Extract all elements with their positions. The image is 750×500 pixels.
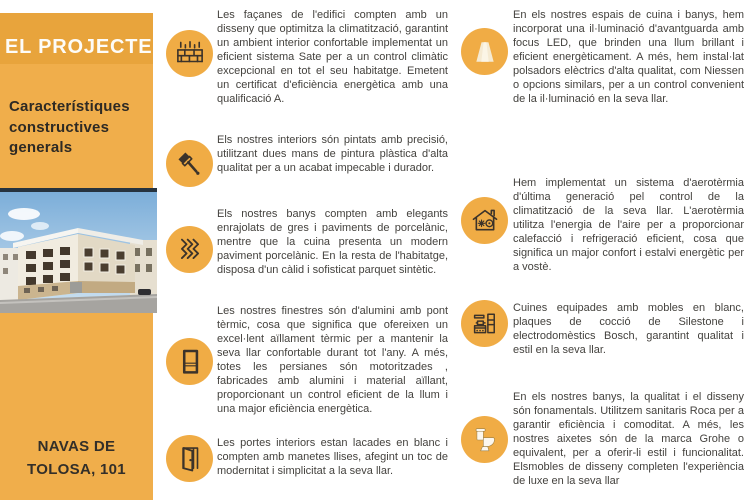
lamp-light-icon	[461, 28, 508, 75]
paintbrush-icon	[166, 140, 213, 187]
feature-text-facade: Les façanes de l'edifici compten amb un disseny que optimitza la climatització, garantint un ambient interior confortable implementat un eficient sistema Sate per a un control climàtic excepcional en tot el seu habitatge. Emetent un certificat d'eficiència energètica amb una qualificació A.	[217, 9, 448, 105]
parquet-pattern-icon	[166, 226, 213, 273]
section-subtitle: Característiques constructives generals	[9, 98, 130, 157]
feature-text-bathroom: En els nostres banys, la qualitat i el disseny són fonamentals. Utilitzem sanitaris Roca per a garantir eficiència i comoditat. A més, les nostres aixetes són de la marca Grohe o equivalent, per a oferir-li estil i funcionalitat. Elsmobles de disseny completen l'experiència de luxe en la seva llar	[513, 391, 744, 487]
feature-text-flooring: Els nostres banys compten amb elegants enrajolats de gres i paviments de porcelànic, mentre que la cuina presenta un modern paviment porcelànic. En la resta de l'habitatge, disposa d'un càlid i sofisticat parquet sintètic.	[217, 208, 448, 276]
subtitle-block	[0, 64, 153, 188]
project-title-block	[0, 13, 153, 64]
aerothermal-house-icon	[461, 197, 508, 244]
feature-text-lighting: En els nostres espais de cuina i banys, hem incorporat una il·luminació d'avantguarda amb focus LED, que brinden una llum brillant i eficient energèticament. A més, hem instal·lat polsadors elèctrics d'alta qualitat, com Niessen o opcions similars, per a un control convenient de la il·luminació en la seva llar.	[513, 9, 744, 105]
building-photo-illustration	[0, 188, 157, 313]
brick-wall-icon	[166, 30, 213, 77]
feature-text-kitchen: Cuines equipades amb mobles en blanc, plaques de cocció de Silestone i electrodomèstics Bosch, garantint qualitat i estil en la seva llar.	[513, 302, 744, 356]
address-block	[0, 313, 153, 500]
sidebar	[0, 0, 157, 500]
feature-text-doors: Les portes interiors estan lacades en blanc i compten amb manetes llises, afegint un toc de modernitat i simplicitat a la seva llar.	[217, 437, 448, 477]
door-icon	[166, 435, 213, 482]
feature-text-aerothermal: Hem implementat un sistema d'aerotèrmia d'última generació pel control de la climatització de la seva llar. L'aerotèrmia utilitza l'energia de l'aire per a proporcionar calefacció i refrigeració eficient, cosa que significa un major confort i estalvi energètic per a vostè.	[513, 177, 744, 273]
feature-text-paint: Els nostres interiors són pintats amb precisió, utilitzant dues mans de pintura plàstica d'alta qualitat per a un acabat impecable i durador.	[217, 134, 448, 174]
page-title: EL PROJECTE	[5, 36, 153, 58]
toilet-icon	[461, 416, 508, 463]
address: NAVAS DE TOLOSA, 101	[27, 438, 126, 479]
kitchen-icon	[461, 300, 508, 347]
window-icon	[166, 338, 213, 385]
feature-text-windows: Les nostres finestres són d'alumini amb pont tèrmic, cosa que significa que ofereixen un excel·lent aïllament tèrmic per a mantenir la seva llar confortable durant tot l'any. A més, totes les persianes són motoritzades , fabricades amb alumini i material aïllant, proporcionant un control eficient de la llum i una major eficiència energètica.	[217, 305, 448, 415]
building-photo	[0, 188, 157, 313]
